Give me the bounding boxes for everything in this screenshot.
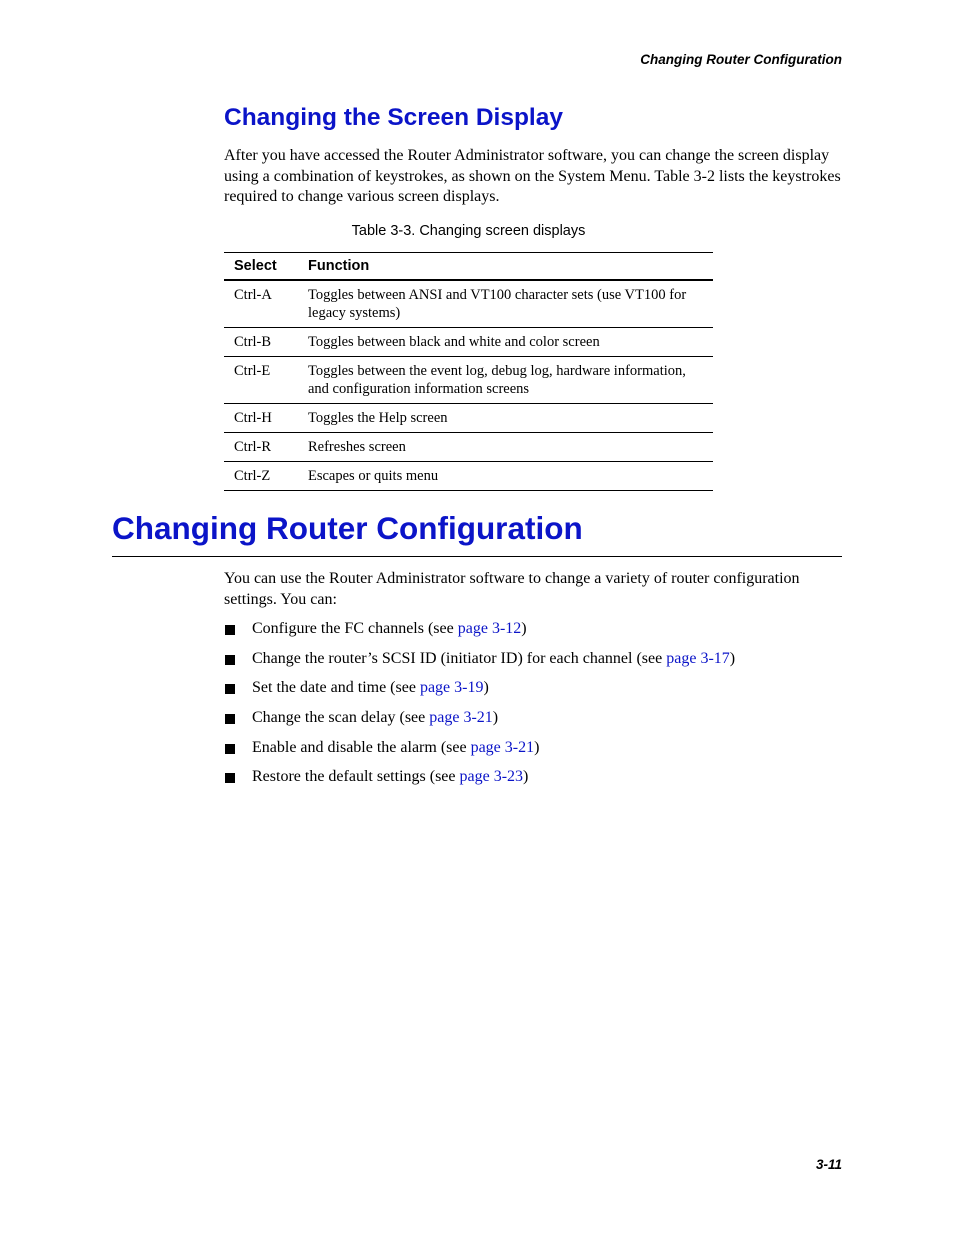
page-link[interactable]: page 3-12 <box>457 620 522 637</box>
list-item <box>224 765 842 795</box>
page-number: 3-11 <box>815 1157 842 1172</box>
page-link[interactable]: page 3-19 <box>419 679 484 697</box>
square-bullet-icon <box>225 625 235 635</box>
table-row <box>224 433 713 462</box>
keystroke-cell: Ctrl-E <box>224 357 298 404</box>
table-row <box>224 357 713 404</box>
function-cell: Refreshes screen <box>298 433 713 462</box>
list-item <box>224 617 842 647</box>
function-cell: Toggles between ANSI and VT100 character sets (use VT100 for legacy systems) <box>298 280 713 328</box>
column-header-select: Select <box>224 253 298 281</box>
keystroke-cell: Ctrl-Z <box>234 468 271 484</box>
list-item-text: Set the date and time (see <box>252 679 420 697</box>
list-item-text: Change the scan delay (see <box>252 709 430 727</box>
router-config-intro: You can use the Router Administrator software to change a variety of router configuration settings. You can: <box>224 570 800 608</box>
function-cell: Toggles between the event log, debug log, hardware information, and configuration information screens <box>298 357 713 404</box>
list-item-suffix: ) <box>523 768 529 786</box>
list-item-suffix: ) <box>492 709 499 727</box>
list-item-suffix: ) <box>483 679 489 697</box>
square-bullet-icon <box>225 773 235 783</box>
section-heading-router-configuration: Changing Router Configuration <box>112 510 583 546</box>
keystroke-table <box>224 252 713 491</box>
square-bullet-icon <box>225 714 235 724</box>
list-item <box>224 706 842 736</box>
list-item-text: Configure the FC channels (see <box>252 620 458 637</box>
page-link[interactable]: page 3-23 <box>459 768 524 786</box>
running-header: Changing Router Configuration <box>640 52 842 67</box>
table-row <box>224 328 713 357</box>
table-caption: Table 3-3. Changing screen displays <box>351 223 586 239</box>
square-bullet-icon <box>225 684 235 694</box>
keystroke-cell: Ctrl-R <box>224 433 298 462</box>
table-row <box>224 280 713 328</box>
list-item <box>224 647 842 677</box>
column-header-function: Function <box>298 253 713 281</box>
screen-display-intro: After you have accessed the Router Administrator software, you can change the screen display using a combination of keystrokes, as shown on the System Menu. Table 3-2 lists the keystrokes required to change various screen displays. <box>224 147 841 205</box>
square-bullet-icon <box>225 655 235 665</box>
page-link[interactable]: page 3-21 <box>429 709 493 727</box>
function-cell: Toggles between black and white and color screen <box>298 328 713 357</box>
list-item-text: Enable and disable the alarm (see <box>252 738 471 756</box>
keystroke-cell: Ctrl-A <box>224 280 298 328</box>
list-item-suffix: ) <box>534 738 540 756</box>
list-item-text: Change the router’s SCSI ID (initiator ID) for each channel (see <box>252 649 667 667</box>
table-row <box>224 462 713 491</box>
keystroke-cell: Ctrl-B <box>224 328 298 357</box>
table-header-row <box>224 253 713 281</box>
square-bullet-icon <box>225 744 235 754</box>
list-item-suffix: ) <box>521 620 527 637</box>
function-cell: Escapes or quits menu <box>308 468 439 484</box>
list-item <box>224 676 842 706</box>
heading-divider <box>112 556 842 557</box>
list-item-suffix: ) <box>729 649 736 667</box>
list-item <box>224 736 842 766</box>
page-link[interactable]: page 3-21 <box>470 738 535 756</box>
section-heading-screen-display: Changing the Screen Display <box>224 104 563 131</box>
configuration-task-list <box>224 617 842 795</box>
function-cell: Toggles the Help screen <box>298 404 713 433</box>
page-link[interactable]: page 3-17 <box>666 649 730 667</box>
list-item-text: Restore the default settings (see <box>252 768 460 786</box>
keystroke-cell: Ctrl-H <box>224 404 298 433</box>
table-row <box>224 404 713 433</box>
